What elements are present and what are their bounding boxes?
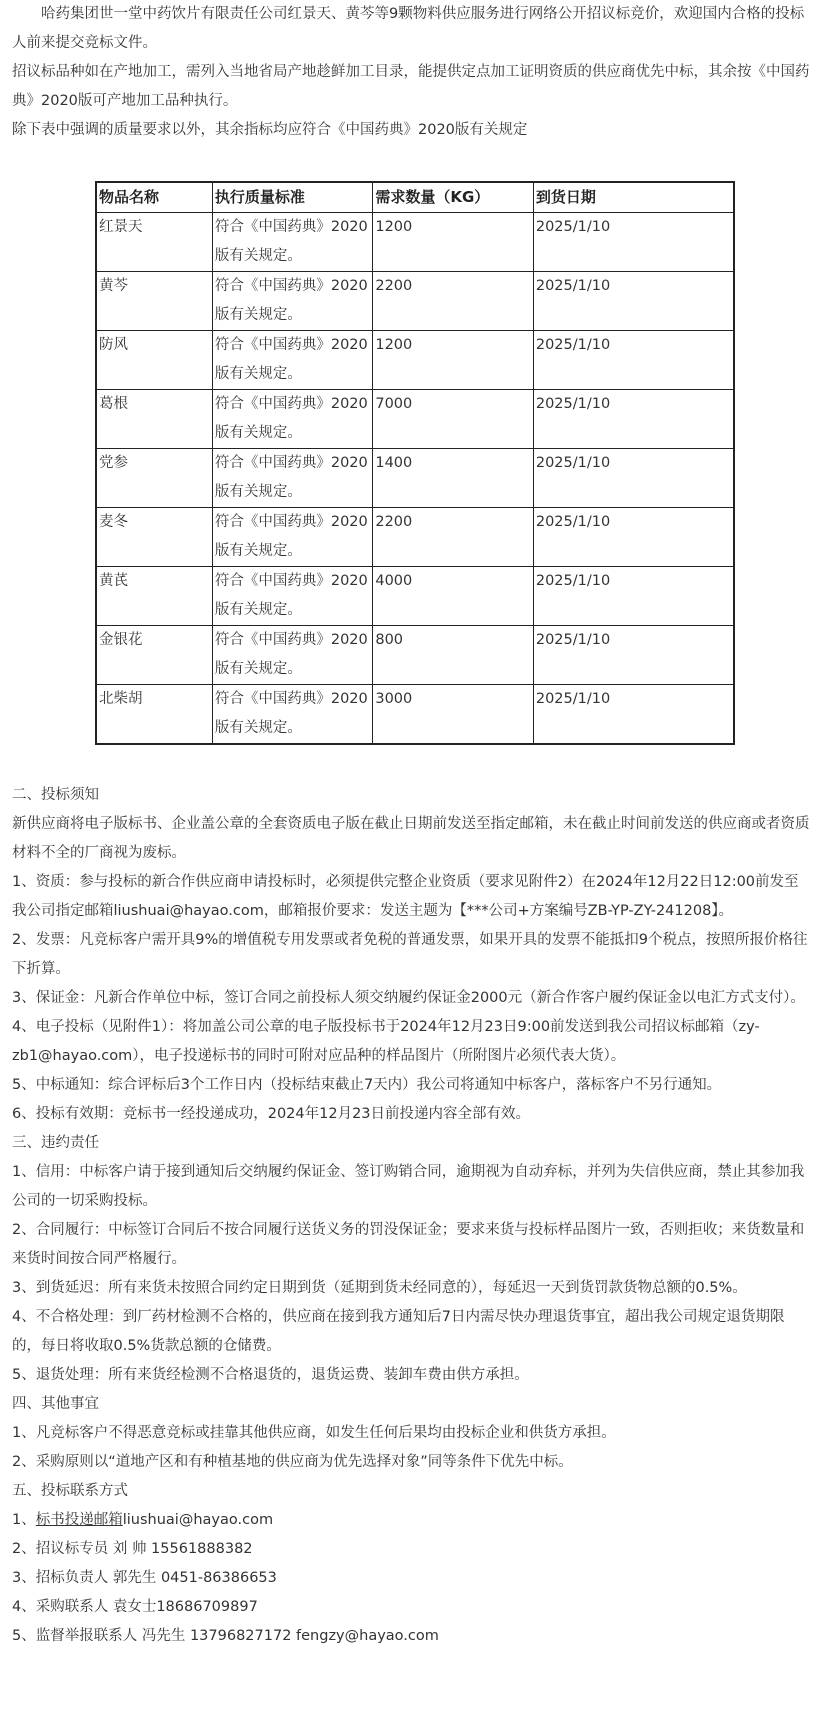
cell-standard: 符合《中国药典》2020版有关规定。 [212,685,373,745]
cell-standard: 符合《中国药典》2020版有关规定。 [212,449,373,508]
table-row [96,567,734,626]
contact-line: 2、招议标专员 刘 帅 15561888382 [12,1541,253,1557]
table-row [96,685,734,745]
contact-prefix: 1、 [12,1512,36,1528]
contact-line: 4、采购联系人 袁女士18686709897 [12,1599,258,1615]
cell-date: 2025/1/10 [533,685,734,745]
cell-qty: 7000 [373,390,534,449]
cell-name: 葛根 [96,390,212,449]
cell-name: 红景天 [96,213,212,272]
cell-qty: 800 [373,626,534,685]
materials-table [95,181,735,745]
contact-email: liushuai@hayao.com [122,1512,274,1528]
section-title: 二、投标须知 [12,787,99,803]
header-quality-standard: 执行质量标准 [212,182,373,213]
cell-name: 北柴胡 [96,685,212,745]
cell-date: 2025/1/10 [533,449,734,508]
other-matters-section [12,1390,810,1477]
intro-section [12,0,810,145]
liability-line: 1、信用：中标客户请于接到通知后交纳履约保证金、签订购销合同，逾期视为自动弃标，并列为失信供应商，禁止其参加我公司的一切采购投标。 [12,1164,805,1209]
section-title: 五、投标联系方式 [12,1483,128,1499]
cell-name: 金银花 [96,626,212,685]
cell-name: 麦冬 [96,508,212,567]
liability-line: 3、到货延迟：所有来货未按照合同约定日期到货（延期到货未经同意的），每延迟一天到货罚款货物总额的0.5%。 [12,1280,747,1296]
header-quantity: 需求数量（KG） [373,182,534,213]
cell-name: 黄芩 [96,272,212,331]
table-header-row [96,182,734,213]
table-row [96,449,734,508]
cell-date: 2025/1/10 [533,272,734,331]
section-title: 三、违约责任 [12,1135,99,1151]
bidding-notice-section [12,781,810,1129]
contact-section [12,1477,810,1651]
notice-line: 新供应商将电子版标书、企业盖公章的全套资质电子版在截止日期前发送至指定邮箱，未在截止时间前发送的供应商或者资质材料不全的厂商视为废标。 [12,816,810,861]
liability-line: 4、不合格处理：到厂药材检测不合格的，供应商在接到我方通知后7日内需尽快办理退货事宜，超出我公司规定退货期限的，每日将收取0.5%货款总额的仓储费。 [12,1309,785,1354]
cell-date: 2025/1/10 [533,508,734,567]
contact-line-email [12,1506,810,1535]
table-row [96,213,734,272]
notice-line: 4、电子投标（见附件1）：将加盖公司公章的电子版投标书于2024年12月23日9:00前发送到我公司招议标邮箱（zy-zb1@hayao.com），电子投递标书的同时可附对应品种的样品图片（所附图片必须代表大货）。 [12,1019,760,1064]
cell-qty: 1200 [373,331,534,390]
liability-section [12,1129,810,1390]
notice-line: 5、中标通知：综合评标后3个工作日内（投标结束截止7天内）我公司将通知中标客户，落标客户不另行通知。 [12,1077,722,1093]
cell-name: 党参 [96,449,212,508]
cell-standard: 符合《中国药典》2020版有关规定。 [212,331,373,390]
notice-line: 2、发票：凡竞标客户需开具9%的增值税专用发票或者免税的普通发票，如果开具的发票不能抵扣9个税点，按照所报价格往下折算。 [12,932,808,977]
table-row [96,390,734,449]
section-title: 四、其他事宜 [12,1396,99,1412]
table-row [96,272,734,331]
cell-date: 2025/1/10 [533,567,734,626]
other-line: 1、凡竞标客户不得恶意竞标或挂靠其他供应商，如发生任何后果均由投标企业和供货方承担。 [12,1425,616,1441]
table-row [96,508,734,567]
cell-standard: 符合《中国药典》2020版有关规定。 [212,626,373,685]
liability-line: 5、退货处理：所有来货经检测不合格退货的，退货运费、装卸车费由供方承担。 [12,1367,529,1383]
cell-standard: 符合《中国药典》2020版有关规定。 [212,272,373,331]
notice-line: 6、投标有效期：竞标书一经投递成功，2024年12月23日前投递内容全部有效。 [12,1106,531,1122]
contact-line: 3、招标负责人 郭先生 0451-86386653 [12,1570,277,1586]
table-row [96,331,734,390]
other-line: 2、采购原则以“道地产区和有种植基地的供应商为优先选择对象”同等条件下优先中标。 [12,1454,573,1470]
cell-standard: 符合《中国药典》2020版有关规定。 [212,213,373,272]
contact-line: 5、监督举报联系人 冯先生 13796827172 fengzy@hayao.com [12,1628,439,1644]
cell-qty: 3000 [373,685,534,745]
cell-standard: 符合《中国药典》2020版有关规定。 [212,567,373,626]
cell-name: 防风 [96,331,212,390]
cell-date: 2025/1/10 [533,331,734,390]
table-row [96,626,734,685]
notice-line: 3、保证金：凡新合作单位中标，签订合同之前投标人须交纳履约保证金2000元（新合作客户履约保证金以电汇方式支付）。 [12,990,805,1006]
cell-standard: 符合《中国药典》2020版有关规定。 [212,508,373,567]
cell-date: 2025/1/10 [533,626,734,685]
cell-qty: 4000 [373,567,534,626]
liability-line: 2、合同履行：中标签订合同后不按合同履行送货义务的罚没保证金；要求来货与投标样品图片一致，否则拒收；来货数量和来货时间按合同严格履行。 [12,1222,805,1267]
header-item-name: 物品名称 [96,182,212,213]
cell-name: 黄芪 [96,567,212,626]
cell-qty: 1400 [373,449,534,508]
cell-date: 2025/1/10 [533,390,734,449]
cell-qty: 2200 [373,508,534,567]
cell-qty: 2200 [373,272,534,331]
intro-paragraph-2: 招议标品种如在产地加工，需列入当地省局产地趁鲜加工目录，能提供定点加工证明资质的供应商优先中标，其余按《中国药典》2020版可产地加工品种执行。 [12,64,810,109]
notice-line: 1、资质：参与投标的新合作供应商申请投标时，必须提供完整企业资质（要求见附件2）在2024年12月22日12:00前发至我公司指定邮箱liushuai@hayao.com，邮箱报价要求：发送主题为【***公司+方案编号ZB-YP-ZY-241208】。 [12,874,799,919]
bid-email-link[interactable]: 标书投递邮箱 [35,1512,123,1528]
cell-qty: 1200 [373,213,534,272]
header-delivery-date: 到货日期 [533,182,734,213]
intro-paragraph-1: 哈药集团世一堂中药饮片有限责任公司红景天、黄芩等9颗物料供应服务进行网络公开招议标竞价，欢迎国内合格的投标人前来提交竞标文件。 [12,6,805,51]
materials-table-wrapper [95,181,810,745]
cell-date: 2025/1/10 [533,213,734,272]
intro-paragraph-3: 除下表中强调的质量要求以外，其余指标均应符合《中国药典》2020版有关规定 [12,122,528,138]
cell-standard: 符合《中国药典》2020版有关规定。 [212,390,373,449]
